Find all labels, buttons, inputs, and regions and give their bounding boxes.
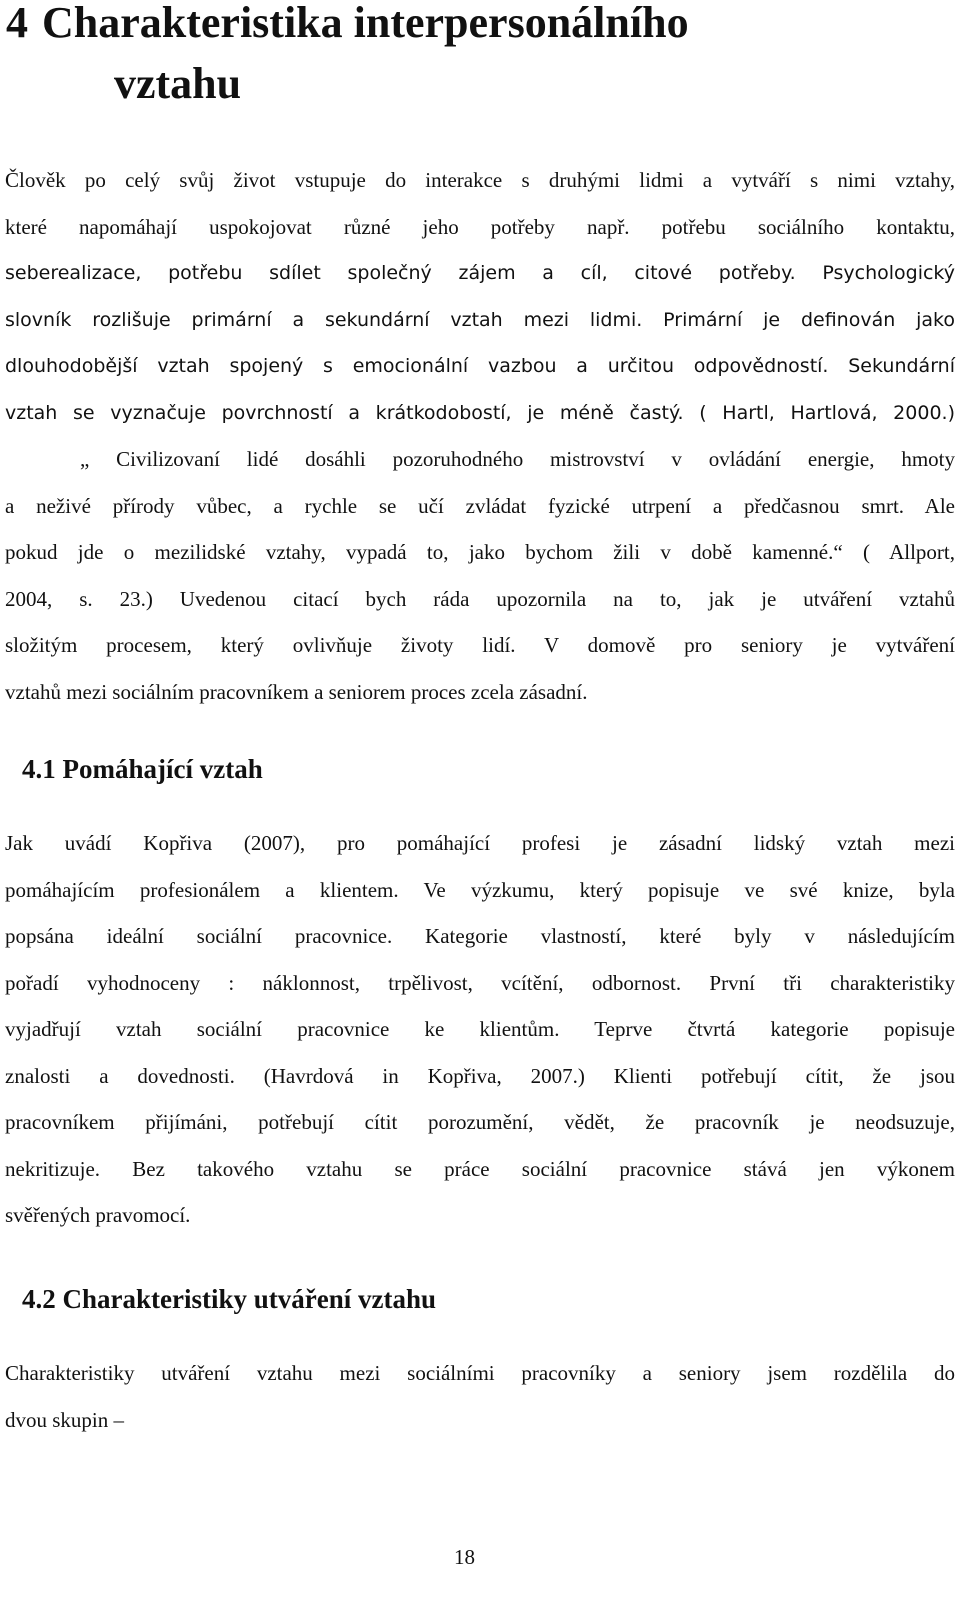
paragraph-line: Charakteristiky utváření vztahu mezi sociálními pracovníky a seniory jsem rozdělila do [5,1361,955,1385]
chapter-title [6,0,906,114]
paragraph-line: Jak uvádí Kopřiva (2007), pro pomáhající profesi je zásadní lidský vztah mezi [5,831,955,855]
section-title: Charakteristiky utváření vztahu [62,1284,436,1314]
section-title: Pomáhající vztah [62,754,263,784]
paragraph-line: nekritizuje. Bez takového vztahu se práce sociální pracovnice stává jen výkonem [5,1156,955,1181]
paragraph-line: seberealizace, potřebu sdílet společný zájem a cíl, citové potřeby. Psychologický [5,262,955,284]
paragraph-line: slovník rozlišuje primární a sekundární vztah mezi lidmi. Primární je definován jako [5,308,955,331]
section-number: 4.1 [22,754,56,784]
paragraph-line: „ Civilizovaní lidé dosáhli pozoruhodného mistrovství v ovládání energie, hmoty [80,447,955,471]
paragraph-line: znalosti a dovednosti. (Havrdová in Kopřiva, 2007.) Klienti potřebují cítit, že jsou [5,1063,955,1088]
section-heading-4-1 [22,749,263,789]
chapter-number: 4 [6,0,28,47]
paragraph-line: Člověk po celý svůj život vstupuje do interakce s druhými lidmi a vytváří s nimi vztahy, [5,168,955,192]
paragraph-relationship-characteristics [5,1350,955,1443]
paragraph-line: dlouhodobější vztah spojený s emocionální vazbou a určitou odpovědností. Sekundární [5,355,955,377]
paragraph-line: pokud jde o mezilidské vztahy, vypadá to, jako bychom žili v době kamenné.“ ( Allport, [5,540,955,564]
paragraph-line: vyjadřují vztah sociální pracovnice ke klientům. Teprve čtvrtá kategorie popisuje [5,1017,955,1041]
paragraph-line: a neživé přírody vůbec, a rychle se učí zvládat fyzické utrpení a předčasnou smrt. Ale [5,493,955,518]
section-number: 4.2 [22,1284,56,1314]
paragraph-line: pracovníkem přijímáni, potřebují cítit porozumění, vědět, že pracovník je neodsuzuje, [5,1110,955,1134]
paragraph-line: vztahů mezi sociálním pracovníkem a seniorem proces zcela zásadní. [5,679,588,704]
paragraph-line: 2004, s. 23.) Uvedenou citací bych ráda upozornila na to, jak je utváření vztahů [5,586,955,611]
paragraph-line: složitým procesem, který ovlivňuje životy lidí. V domově pro seniory je vytváření [5,633,955,657]
paragraph-line: vztah se vyznačuje povrchností a krátkodobostí, je méně častý. ( Hartl, Hartlová, 2000.) [5,401,955,424]
paragraph-line: pořadí vyhodnoceny : náklonnost, trpělivost, vcítění, odbornost. První tři charakteristiky [5,970,955,995]
paragraph-line: dvou skupin – [5,1407,125,1432]
chapter-title-line-2: vztahu [114,59,242,108]
paragraph-line: popsána ideální sociální pracovnice. Kategorie vlastností, které byly v následujícím [5,924,955,948]
page-number: 18 [454,1545,475,1569]
paragraph-line: svěřených pravomocí. [5,1203,191,1227]
paragraph-intro [5,157,955,715]
paragraph-helping-relationship [5,820,955,1239]
section-heading-4-2 [22,1279,436,1319]
chapter-title-line-1: Charakteristika interpersonálního [42,0,689,47]
paragraph-line: pomáhajícím profesionálem a klientem. Ve výzkumu, který popisuje ve své knize, byla [5,877,955,902]
paragraph-line: které napomáhají uspokojovat různé jeho potřeby např. potřebu sociálního kontaktu, [5,214,955,239]
